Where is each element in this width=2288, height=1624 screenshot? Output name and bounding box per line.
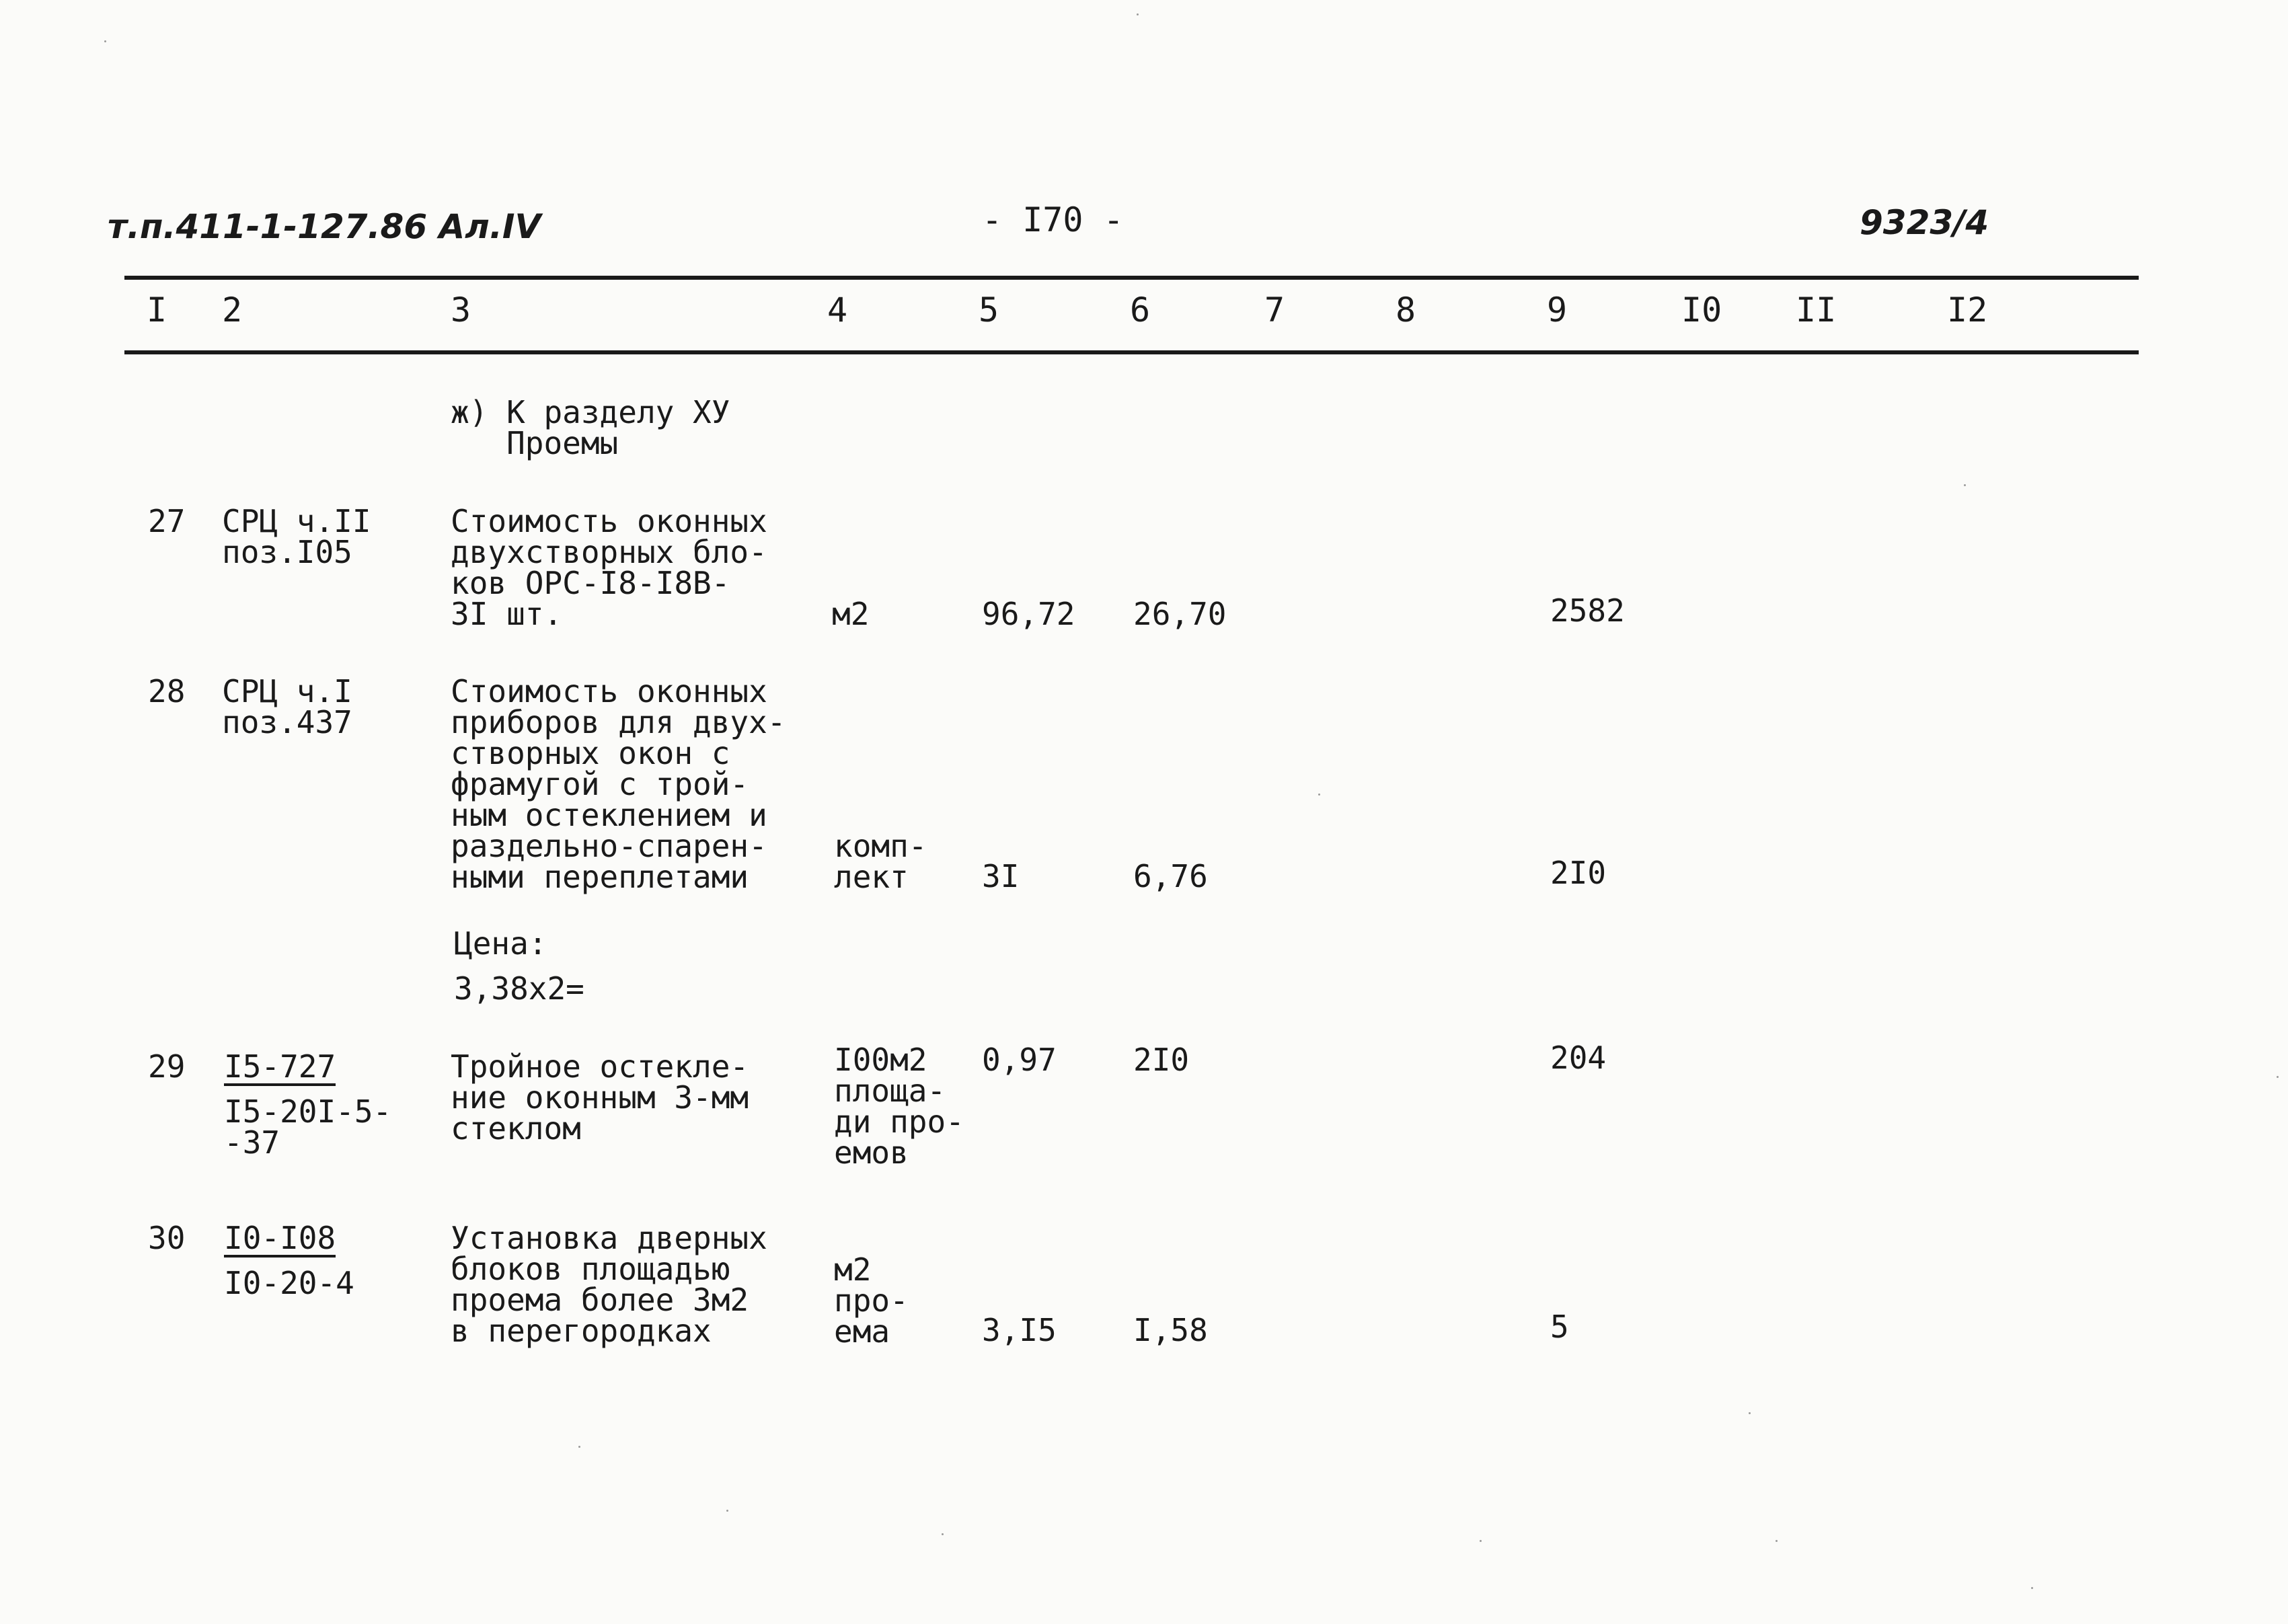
row-reference: СРЦ ч.I [222,673,352,709]
row-number: 27 [148,503,186,539]
column-header: 9 [1547,291,1568,330]
row-quantity: 96,72 [982,596,1075,632]
column-header: 6 [1130,291,1151,330]
row-reference-sub: поз.I05 [222,534,352,570]
column-header: I2 [1947,291,1988,330]
row-reference: I5-727 [224,1048,336,1085]
column-header: I [147,291,167,330]
row-reference-sub: I5-20I-5- -37 [224,1093,392,1161]
row-total: 2I0 [1550,855,1607,891]
row-number: 29 [148,1048,186,1085]
row-unit: I00м2 площа- ди про- емов [834,1042,964,1171]
row-unit-price: I,58 [1133,1312,1208,1348]
table-top-rule [124,276,2139,280]
price-note-value: 3,38х2= [454,970,584,1007]
column-header: 7 [1264,291,1285,330]
row-description: Тройное остекле- ние оконным 3-мм стеклом [451,1048,749,1147]
column-header: I0 [1681,291,1722,330]
row-quantity: 3,I5 [982,1312,1057,1348]
column-header: 5 [979,291,999,330]
row-unit-price: 26,70 [1133,596,1227,632]
row-quantity: 3I [982,858,1020,894]
column-header: II [1796,291,1837,330]
row-unit-price: 2I0 [1133,1042,1190,1078]
column-header: 8 [1396,291,1416,330]
row-unit-price: 6,76 [1133,858,1208,894]
row-description: Установка дверных блоков площадью проема более 3м2 в перегородках [451,1220,767,1349]
column-header: 3 [451,291,471,330]
document-code: 9323/4 [1860,203,1989,242]
row-unit: м2 про- ема [834,1251,909,1350]
table-header-rule [124,350,2139,354]
document-reference: т.п.411-1-127.86 Ал.IV [108,207,541,246]
row-unit: м2 [832,596,870,632]
row-description: Стоимость оконных двухстворных бло- ков ОРС-I8-I8В- 3I шт. [451,503,767,632]
section-title: ж) К разделу ХУ Проемы [451,394,730,461]
row-reference: СРЦ ч.II [222,503,371,539]
row-description: Стоимость оконных приборов для двух- створных окон с фрамугой с трой- ным остеклением и раздельно-спарен- ными переплетами [451,673,786,895]
row-number: 30 [148,1220,186,1256]
row-reference-sub: поз.437 [222,704,352,740]
row-total: 5 [1550,1309,1569,1345]
row-reference: I0-I08 [224,1220,336,1256]
row-number: 28 [148,673,186,709]
page-number: - I70 - [982,200,1124,239]
column-header: 4 [827,291,848,330]
row-total: 204 [1550,1040,1607,1076]
column-header: 2 [222,291,243,330]
price-note-label: Цена: [454,925,547,962]
row-reference-sub: I0-20-4 [224,1265,354,1301]
row-total: 2582 [1550,592,1625,629]
row-quantity: 0,97 [982,1042,1057,1078]
row-unit: комп- лект [834,828,927,895]
